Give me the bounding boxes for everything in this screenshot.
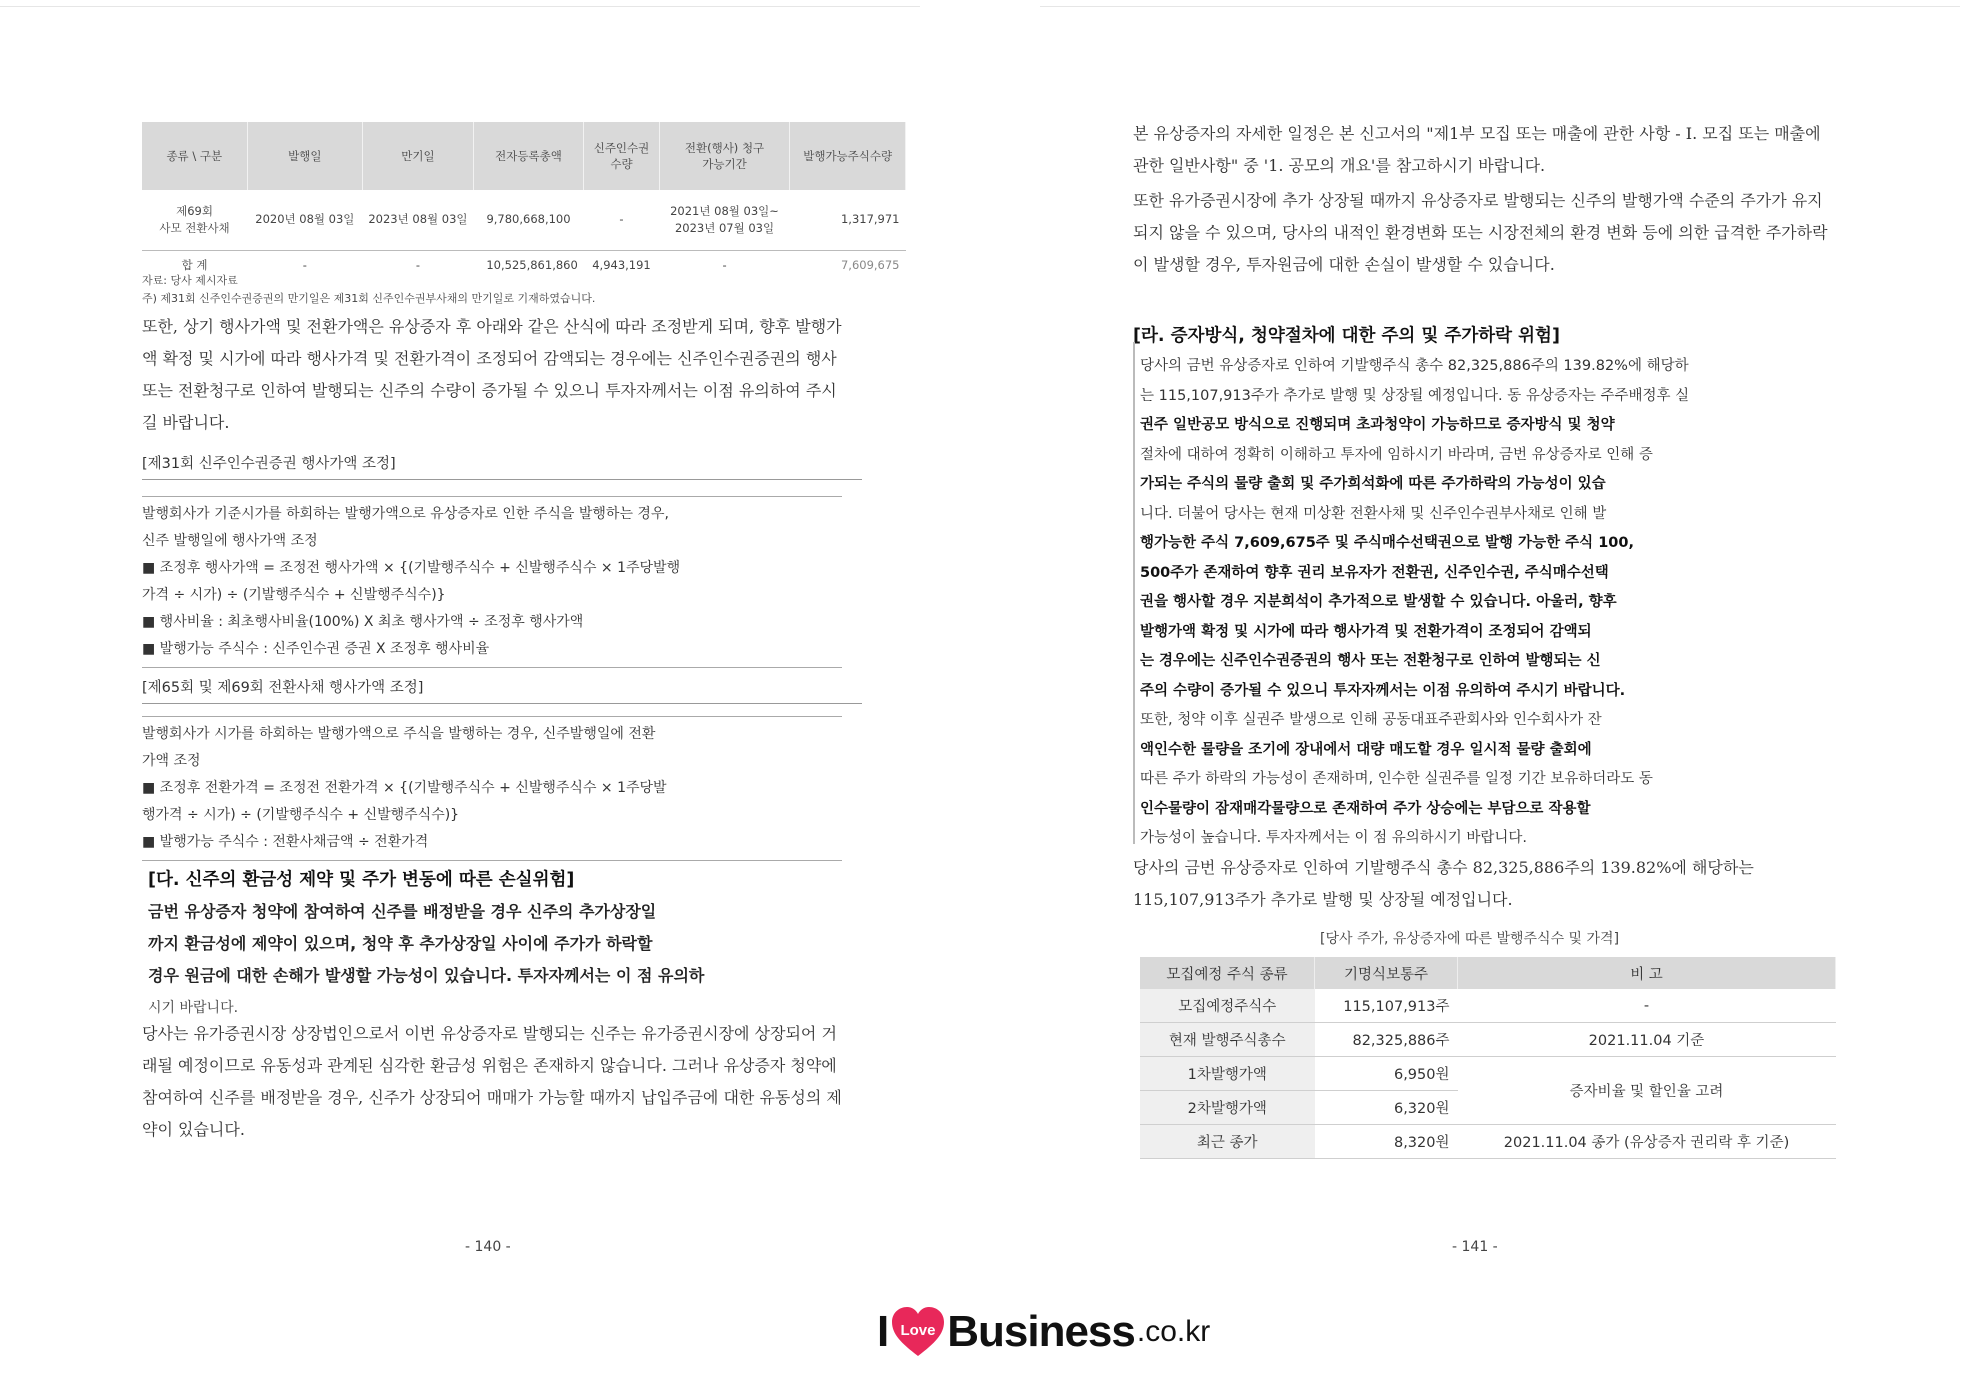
box1-content	[142, 496, 842, 668]
box1-line: ■ 행사비율 : 최초행사비율(100%) X 최초 행사가액 ÷ 조정후 행사가액	[142, 614, 584, 630]
box1-line: 발행회사가 기준시가를 하회하는 발행가액으로 유상증자로 인한 주식을 발행하는 경우,	[142, 506, 669, 522]
table-cell: 2020년 08월 03일	[247, 190, 363, 251]
page-number: - 141 -	[1452, 1239, 1498, 1255]
table-cell: -	[415, 258, 420, 273]
risk-line: 금번 유상증자 청약에 참여하여 신주를 배정받을 경우 신주의 추가상장일	[148, 902, 657, 921]
table-header: 발행가능주식수량	[790, 122, 906, 190]
table-cell: 2021년 08월 03일~ 2023년 07월 03일	[659, 190, 790, 251]
table-cell: 모집예정주식수	[1140, 989, 1315, 1023]
table-cell: 1차발행가액	[1140, 1057, 1315, 1091]
top-border	[0, 6, 920, 7]
logo-love-text: Love	[900, 1322, 936, 1339]
table-header: 전환(행사) 청구 가능기간	[659, 122, 790, 190]
price-risk-paragraph: 또한 유가증권시장에 추가 상장될 때까지 유상증자로 발행되는 신주의 발행가액 수준의 주가가 유지되지 않을 수 있으며, 당사의 내적인 환경변화 또는 시장전체의 환경 변화 등에 의한 급격한 주가하락이 발생할 경우, 투자원금에 대한 손실이 발생할 수 있습니다.	[1133, 191, 1828, 274]
table-cell: 115,107,913주	[1315, 989, 1458, 1023]
table-header: 만기일	[363, 122, 474, 190]
table-row	[142, 190, 906, 251]
box1-line: 신주 발행일에 행사가액 조정	[142, 533, 318, 549]
table-cell: 4,943,191	[592, 258, 651, 273]
box2-line: ■ 조정후 전환가격 = 조정전 전환가격 × {(기발행주식수 + 신발행주식수 × 1주당발	[142, 780, 667, 796]
footnote: 주) 제31회 신주인수권증권의 만기일은 제31회 신주인수권부사채의 만기일로 기재하였습니다.	[142, 292, 596, 305]
risk-line: 가되는 주식의 물량 출회 및 주가희석화에 따른 주가하락의 가능성이 있습	[1140, 476, 1606, 492]
table-cell: 2021.11.04 기준	[1458, 1023, 1836, 1057]
box1-line: 가격 ÷ 시가) ÷ (기발행주식수 + 신발행주식수)}	[142, 587, 446, 603]
box2-line: 행가격 ÷ 시가) ÷ (기발행주식수 + 신발행주식수)}	[142, 807, 460, 823]
page-number: - 140 -	[465, 1239, 511, 1255]
table-caption: [당사 주가, 유상증자에 따른 발행주식수 및 가격]	[1320, 931, 1620, 947]
risk-line: 시기 바랍니다.	[148, 1000, 239, 1016]
risk-line: 니다. 더불어 당사는 현재 미상환 전환사채 및 신주인수권부사채로 인해 발	[1140, 505, 1607, 522]
liquidity-paragraph: 당사는 유가증권시장 상장법인으로서 이번 유상증자로 발행되는 신주는 유가증권시장에 상장되어 거래될 예정이므로 유동성과 관계된 심각한 환금성 위험은 존재하지 않습니다. 그러나 유상증자 청약에 참여하여 신주를 배정받을 경우, 신주가 상장되어 매매가 가능할 때까지 납입주금에 대한 유동성의 제약이 있습니다.	[142, 1024, 842, 1139]
risk-line: 는 115,107,913주가 추가로 발행 및 상장될 예정입니다. 동 유상증자는 주주배정후 실	[1140, 387, 1690, 404]
table-header: 모집예정 주식 종류	[1140, 957, 1315, 989]
logo-domain: .co.kr	[1136, 1315, 1211, 1348]
table-row	[1140, 989, 1836, 1023]
risk-line: 까지 환금성에 제약이 있으며, 청약 후 추가상장일 사이에 주가가 하락할	[148, 934, 653, 953]
risk-line: 주의 수량이 증가될 수 있으니 투자자께서는 이점 유의하여 주시기 바랍니다.	[1140, 682, 1626, 699]
box2-line: 발행회사가 시가를 하회하는 발행가액으로 주식을 발행하는 경우, 신주발행일에 전환	[142, 726, 656, 742]
left-page	[0, 0, 990, 1290]
table-header: 기명식보통주	[1315, 957, 1458, 989]
risk-line: 발행가액 확정 및 시가에 따라 행사가격 및 전환가격이 조정되어 감액되	[1140, 623, 1592, 640]
risk-line: 절차에 대하여 정확히 이해하고 투자에 임하시기 바라며, 금번 유상증자로 인해 증	[1140, 446, 1653, 463]
adjustment-paragraph: 또한, 상기 행사가액 및 전환가액은 유상증자 후 아래와 같은 산식에 따라 조정받게 되며, 향후 발행가액 확정 및 시가에 따라 행사가격 및 전환가격이 조정되어 감액되는 경우에는 신주인수권증권의 행사 또는 전환청구로 인하여 발행되는 신주의 수량이 증가될 수 있으니 투자자께서는 이점 유의하여 주시길 바랍니다.	[142, 317, 842, 432]
risk-line: 경우 원금에 대한 손해가 발생할 가능성이 있습니다. 투자자께서는 이 점 유의하	[148, 966, 705, 985]
risk-paragraph	[148, 896, 848, 1024]
table-header: 비 고	[1458, 957, 1836, 989]
share-price-table	[1140, 957, 1836, 1159]
table-cell: -	[584, 190, 659, 251]
ilovebusiness-logo	[877, 1302, 1210, 1362]
table-cell: 82,325,886주	[1315, 1023, 1458, 1057]
table-cell: -	[302, 258, 307, 273]
risk-line: 권주 일반공모 방식으로 진행되며 초과청약이 가능하므로 증자방식 및 청약	[1140, 417, 1615, 433]
box1-title: [제31회 신주인수권증권 행사가액 조정]	[142, 452, 862, 480]
source-note: 자료: 당사 제시자료	[142, 274, 238, 287]
box2-title: [제65회 및 제69회 전환사채 행사가액 조정]	[142, 676, 862, 704]
table-header: 전자등록총액	[473, 122, 584, 190]
table-cell: 증자비율 및 할인율 고려	[1458, 1057, 1836, 1125]
table-header: 신주인수권 수량	[584, 122, 659, 190]
warrant-table	[142, 122, 906, 281]
schedule-paragraph: 본 유상증자의 자세한 일정은 본 신고서의 "제1부 모집 또는 매출에 관한 사항 - I. 모집 또는 매출에 관한 일반사항" 중 '1. 공모의 개요'를 참고하시기 바랍니다.	[1133, 124, 1821, 175]
risk-line: 인수물량이 잠재매각물량으로 존재하여 주가 상승에는 부담으로 작용할	[1140, 800, 1591, 817]
table-cell: 2023년 08월 03일	[363, 190, 474, 251]
risk-line: 또한, 청약 이후 실권주 발생으로 인해 공동대표주관회사와 인수회사가 잔	[1140, 712, 1602, 728]
table-cell: -	[1458, 989, 1836, 1023]
table-cell: 1,317,971	[790, 190, 906, 251]
box2-line: 가액 조정	[142, 753, 201, 769]
table-cell: 제69회 사모 전환사채	[142, 190, 247, 251]
risk-line: 당사의 금번 유상증자로 인하여 기발행주식 총수 82,325,886주의 139.82%에 해당하	[1140, 358, 1689, 374]
table-header: 종류 \ 구분	[142, 122, 247, 190]
risk-line: 500주가 존재하여 향후 권리 보유자가 전환권, 신주인수권, 주식매수선택	[1140, 564, 1609, 581]
table-cell: 합 계	[181, 258, 208, 273]
box2-line: ■ 발행가능 주식수 : 전환사채금액 ÷ 전환가격	[142, 834, 429, 850]
table-row	[142, 251, 906, 282]
risk-line: 는 경우에는 신주인수권증권의 행사 또는 전환청구로 인하여 발행되는 신	[1140, 653, 1601, 669]
table-cell: 2차발행가액	[1140, 1091, 1315, 1125]
top-border	[1040, 6, 1960, 7]
table-row	[1140, 1057, 1836, 1091]
table-cell: 6,320원	[1315, 1091, 1458, 1125]
issuance-paragraph: 당사의 금번 유상증자로 인하여 기발행주식 총수 82,325,886주의 139.82%에 해당하는 115,107,913주가 추가로 발행 및 상장될 예정입니다.	[1133, 858, 1754, 909]
table-cell: 6,950원	[1315, 1057, 1458, 1091]
table-cell: 9,780,668,100	[473, 190, 584, 251]
section-heading-da: [다. 신주의 환금성 제약 및 주가 변동에 따른 손실위험]	[148, 870, 575, 890]
table-row	[1140, 1125, 1836, 1159]
table-cell: 현재 발행주식총수	[1140, 1023, 1315, 1057]
risk-line: 액인수한 물량을 조기에 장내에서 대량 매도할 경우 일시적 물량 출회에	[1140, 741, 1592, 758]
risk-line: 따른 주가 하락의 가능성이 존재하며, 인수한 실권주를 일정 기간 보유하더라도 동	[1140, 771, 1653, 787]
table-row	[1140, 1023, 1836, 1057]
table-cell: 7,609,675	[840, 258, 900, 273]
box2-content	[142, 716, 842, 861]
table-header-row	[1140, 957, 1836, 989]
risk-line: 행가능한 주식 7,609,675주 및 주식매수선택권으로 발행 가능한 주식 100,	[1140, 535, 1634, 551]
table-cell: -	[722, 258, 727, 273]
table-cell: 10,525,861,860	[486, 258, 578, 273]
logo-business: Business	[947, 1307, 1135, 1356]
section-heading-ra: [라. 증자방식, 청약절차에 대한 주의 및 주가하락 위험]	[1133, 326, 1560, 346]
box1-line: ■ 발행가능 주식수 : 신주인수권 증권 X 조정후 행사비율	[142, 641, 490, 657]
risk-line: 권을 행사할 경우 지분희석이 추가적으로 발생할 수 있습니다. 아울러, 향후	[1140, 594, 1617, 610]
risk-line: 가능성이 높습니다. 투자자께서는 이 점 유의하시기 바랍니다.	[1140, 830, 1528, 846]
table-header: 발행일	[247, 122, 363, 190]
table-cell: 최근 종가	[1140, 1125, 1315, 1159]
table-header-row	[142, 122, 906, 190]
table-cell: 8,320원	[1315, 1125, 1458, 1159]
table-cell: 2021.11.04 종가 (유상증자 권리락 후 기준)	[1458, 1125, 1836, 1159]
heart-icon	[891, 1306, 945, 1358]
logo-i: I	[877, 1307, 890, 1356]
dilution-paragraph	[1140, 352, 1840, 854]
box1-line: ■ 조정후 행사가액 = 조정전 행사가액 × {(기발행주식수 + 신발행주식수 × 1주당발행	[142, 560, 681, 576]
